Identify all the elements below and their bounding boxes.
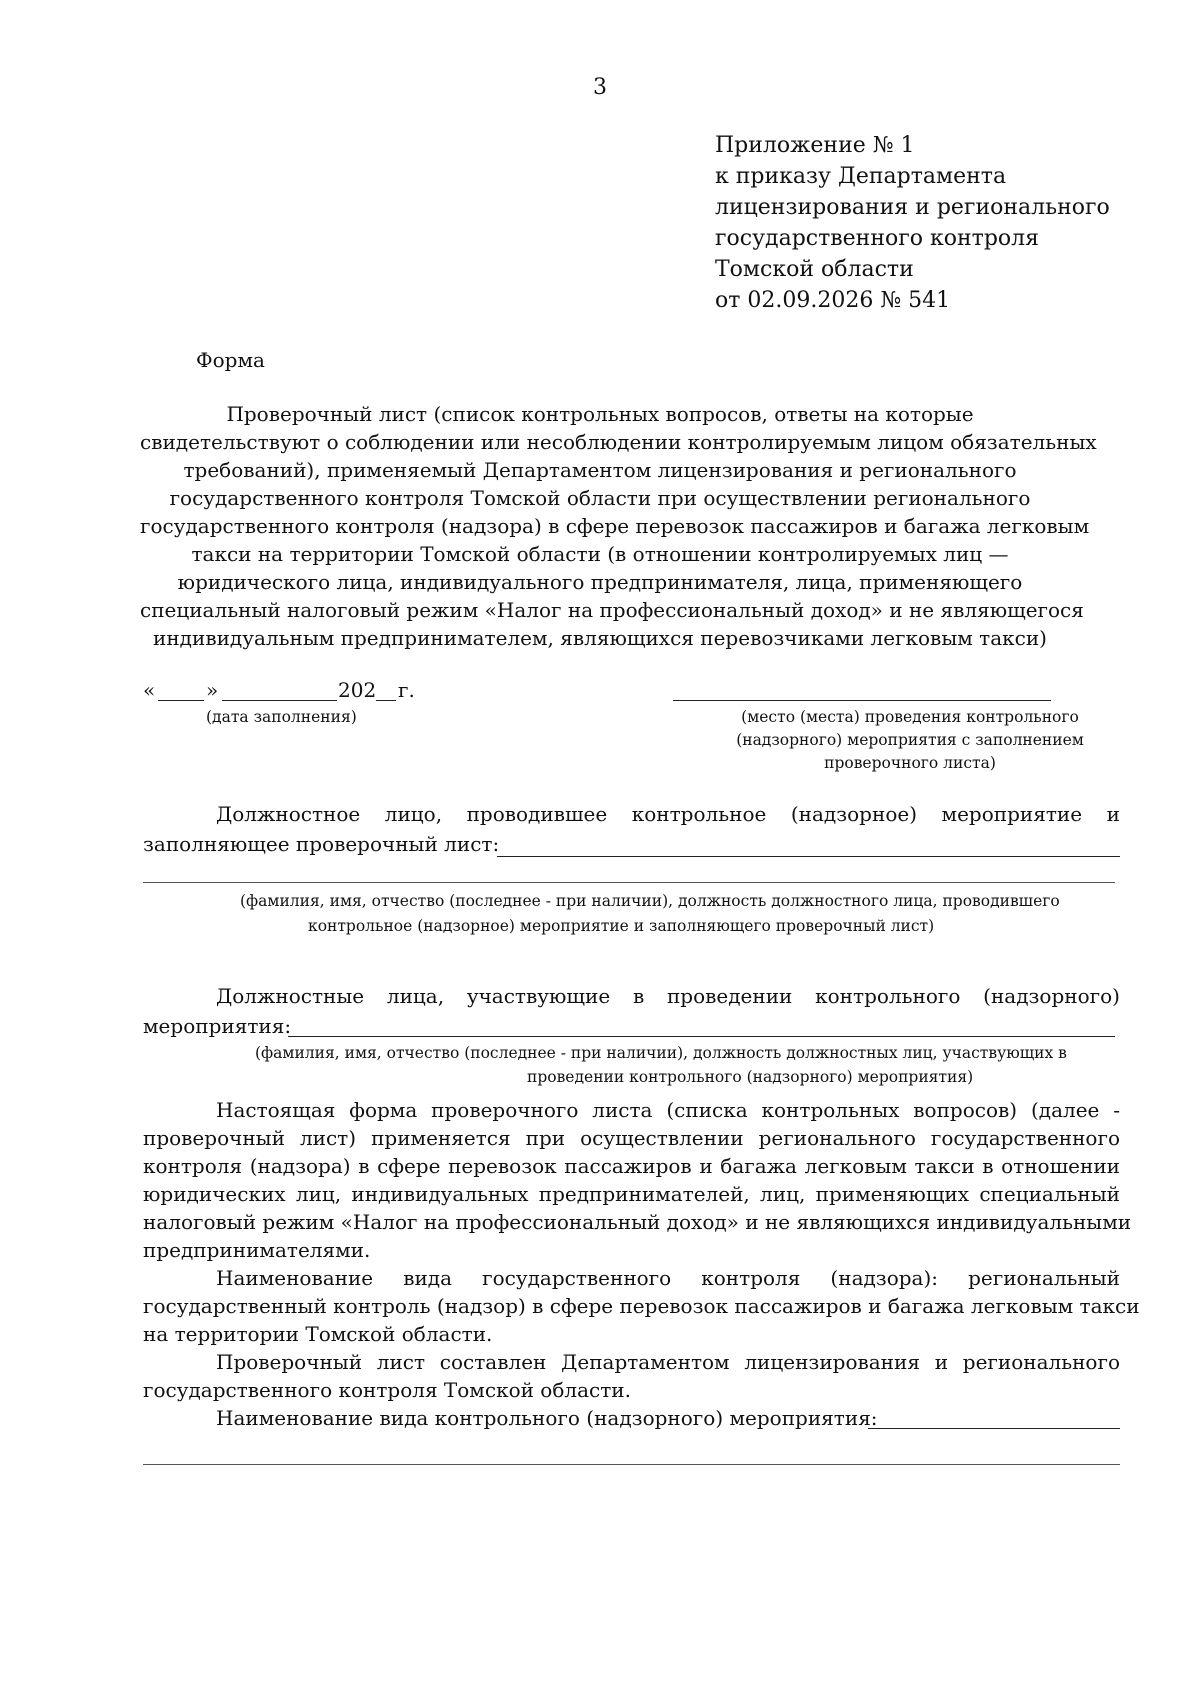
event-type-blank-2[interactable] (143, 1464, 1120, 1465)
official-word: проводившее (466, 802, 608, 826)
paragraph-line: предпринимателями. (143, 1238, 371, 1262)
place-caption-line: (место (места) проведения контрольного (741, 708, 1079, 726)
paragraph-line: государственный контроль (надзор) в сфере перевозок пассажиров и багажа легковым такси (143, 1294, 1140, 1318)
official-line-1 (216, 800, 1120, 828)
title-line: юридического лица, индивидуального предпринимателя, лица, применяющего (177, 570, 1023, 594)
title-line: государственного контроля (надзора) в сфере перевозок пассажиров и багажа легковым (140, 514, 1090, 538)
place-caption-line: проверочного листа) (824, 754, 996, 772)
title-line: государственного контроля Томской области при осуществлении регионального (169, 486, 1031, 510)
official-line-2: заполняющее проверочный лист: (143, 832, 500, 856)
paragraph-line: государственного контроля Томской области. (143, 1378, 631, 1402)
date-year-blank[interactable] (376, 700, 396, 701)
date-month-blank[interactable] (222, 700, 337, 701)
official-word: лицо, (384, 802, 443, 826)
date-year-suffix: г. (398, 678, 415, 702)
title-line: свидетельствуют о соблюдении или несоблюдении контролируемым лицом обязательных (140, 430, 1097, 454)
participants-blank[interactable] (288, 1036, 1115, 1037)
appendix-line: лицензирования и регионального (715, 195, 1110, 220)
paragraph-line: Наименование вида государственного контроля (надзора): региональный (216, 1266, 1120, 1290)
official-word: и (1106, 802, 1120, 826)
date-close-quote: » (206, 678, 219, 702)
official-caption-line: (фамилия, имя, отчество (последнее - при наличии), должность должностного лица, проводившего (240, 892, 1060, 910)
participants-word: (надзорного) (983, 984, 1120, 1008)
form-label: Форма (196, 348, 265, 372)
title-line: специальный налоговый режим «Налог на профессиональный доход» и не являющегося (140, 598, 1084, 622)
place-blank[interactable] (673, 700, 1051, 701)
official-blank-2[interactable] (143, 882, 1115, 883)
appendix-line: к приказу Департамента (715, 164, 1007, 189)
date-caption: (дата заполнения) (206, 708, 357, 726)
official-word: мероприятие (941, 802, 1083, 826)
participants-line-2: мероприятия: (143, 1014, 292, 1038)
official-word: контрольное (631, 802, 767, 826)
date-open-quote: « (143, 678, 156, 702)
participants-word: контрольного (815, 984, 961, 1008)
official-word: Должностное (216, 802, 361, 826)
participants-caption-line: проведении контрольного (надзорного) мероприятия) (527, 1068, 974, 1086)
title-line: Проверочный лист (список контрольных вопросов, ответы на которые (226, 402, 974, 426)
title-line: такси на территории Томской области (в отношении контролируемых лиц — (191, 542, 1009, 566)
title-line: индивидуальным предпринимателем, являющихся перевозчиками легковым такси) (153, 626, 1047, 650)
appendix-line: Приложение № 1 (715, 133, 915, 158)
participants-word: в (632, 984, 645, 1008)
title-line: требований), применяемый Департаментом лицензирования и регионального (183, 458, 1017, 482)
event-type-label: Наименование вида контрольного (надзорного) мероприятия: (216, 1406, 878, 1430)
participants-word: лица, (386, 984, 445, 1008)
appendix-line: от 02.09.2026 № 541 (715, 288, 951, 313)
paragraph-line: налоговый режим «Налог на профессиональный доход» и не являющихся индивидуальными (143, 1210, 1132, 1234)
official-caption-line: контрольное (надзорное) мероприятие и заполняющего проверочный лист) (308, 917, 935, 935)
participants-word: проведении (666, 984, 793, 1008)
page-number: 3 (593, 75, 607, 100)
appendix-line: Томской области (715, 257, 914, 282)
paragraph-line: Настоящая форма проверочного листа (списка контрольных вопросов) (далее - (216, 1098, 1120, 1122)
date-year-prefix: 202 (338, 678, 377, 702)
date-day-blank[interactable] (158, 700, 204, 701)
appendix-line: государственного контроля (715, 226, 1040, 251)
paragraph-line: контроля (надзора) в сфере перевозок пассажиров и багажа легковым такси в отношении (143, 1154, 1120, 1178)
official-word: (надзорное) (790, 802, 917, 826)
participants-line-1 (216, 982, 1120, 1010)
paragraph-line: юридических лиц, индивидуальных предпринимателей, лиц, применяющих специальный (143, 1182, 1120, 1206)
participants-word: участвующие (466, 984, 611, 1008)
place-caption-line: (надзорного) мероприятия с заполнением (736, 731, 1084, 749)
participants-caption-line: (фамилия, имя, отчество (последнее - при наличии), должность должностных лиц, участвующих в (255, 1044, 1067, 1062)
participants-word: Должностные (216, 984, 365, 1008)
paragraph-line: Проверочный лист составлен Департаментом лицензирования и регионального (216, 1350, 1120, 1374)
paragraph-line: проверочный лист) применяется при осуществлении регионального государственного (143, 1126, 1120, 1150)
paragraph-line: на территории Томской области. (143, 1322, 493, 1346)
official-blank-1[interactable] (497, 856, 1120, 857)
event-type-blank[interactable] (868, 1428, 1120, 1429)
